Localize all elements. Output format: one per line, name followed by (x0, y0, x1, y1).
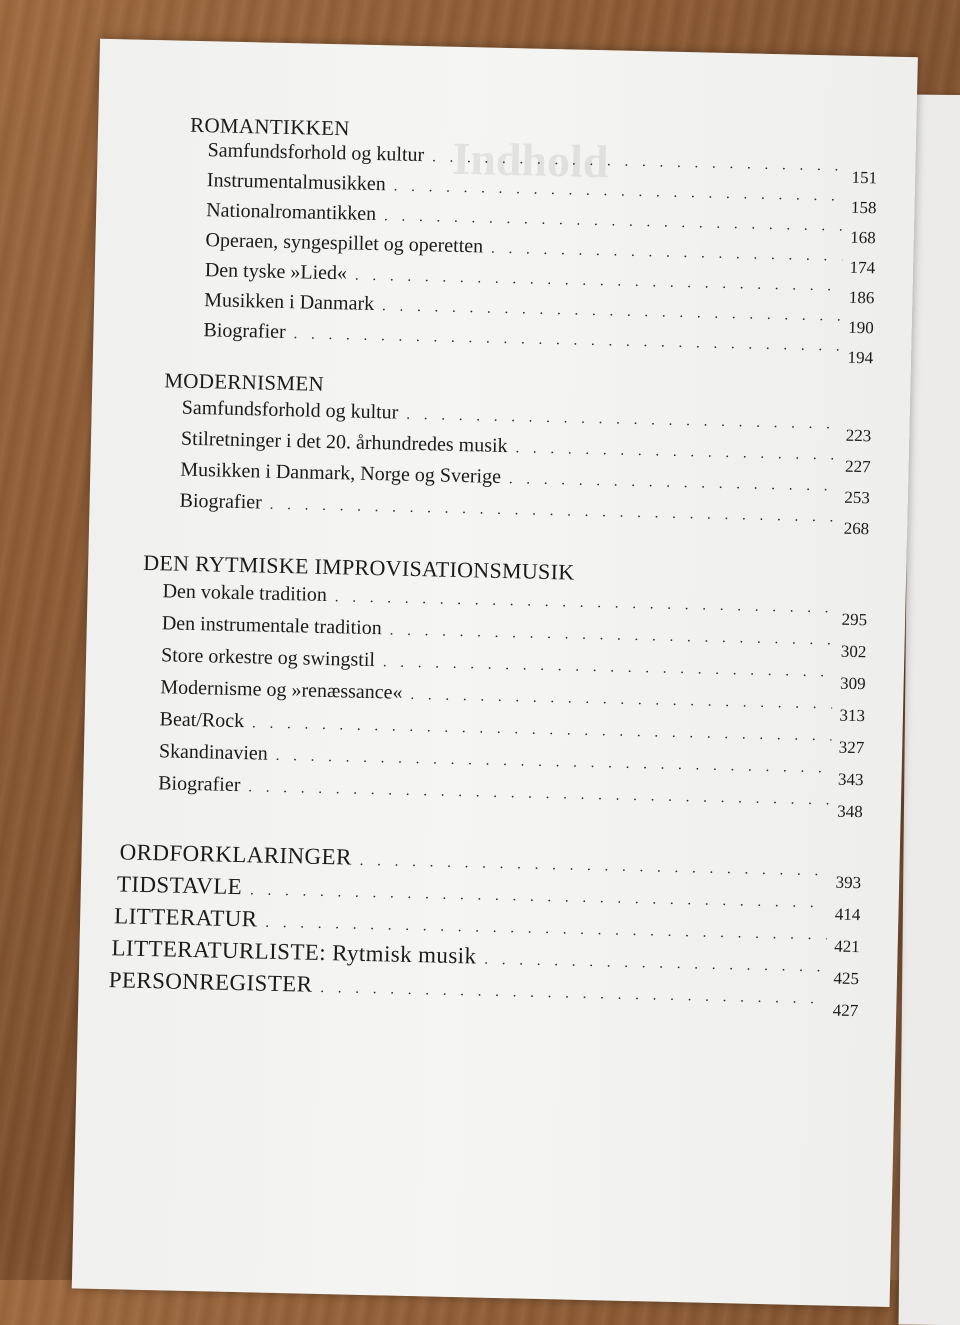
entry-page: 295 (841, 609, 868, 630)
toc-entry (179, 487, 871, 539)
dot-leader (360, 853, 829, 881)
dot-leader (515, 440, 837, 464)
entry-label: Modernisme og »renæssance« (160, 676, 403, 704)
entry-page: 227 (844, 456, 871, 477)
section-heading: MODERNISMEN (164, 368, 325, 396)
entry-page: 343 (837, 769, 864, 790)
entry-page: 393 (835, 872, 862, 893)
entry-label: Musikken i Danmark, Norge og Sverige (180, 458, 502, 488)
section-heading: ROMANTIKKEN (189, 112, 351, 141)
dot-leader (276, 748, 831, 778)
entry-label: Samfundsforhold og kultur (207, 139, 425, 167)
entry-page: 186 (848, 287, 875, 308)
entry-label: Store orkestre og swingstil (160, 644, 376, 672)
entry-label: Biografier (157, 772, 241, 797)
entry-label: Skandinavien (158, 740, 269, 765)
entry-label: Musikken i Danmark (203, 289, 375, 316)
dot-leader (252, 715, 831, 745)
entry-page: 253 (844, 487, 871, 508)
entry-page: 348 (837, 801, 863, 822)
entry-page: 190 (848, 317, 874, 338)
dot-leader (484, 952, 826, 977)
dot-leader (390, 622, 834, 649)
dot-leader (320, 980, 825, 1008)
dot-leader (293, 326, 840, 355)
book-page (72, 39, 918, 1307)
section-heading: DEN RYTMISKE IMPROVISATIONSMUSIK (142, 549, 575, 585)
entry-label: PERSONREGISTER (108, 967, 313, 997)
entry-label: Stilretninger i det 20. århundredes musik (180, 427, 508, 458)
entry-label: Nationalromantikken (205, 199, 377, 226)
dot-leader (509, 471, 837, 495)
entry-label: LITTERATUR (113, 903, 258, 932)
entry-label: Biografier (179, 489, 263, 514)
dot-leader (335, 589, 834, 617)
entry-label: LITTERATURLISTE: Rytmisk musik (111, 935, 477, 969)
dot-leader (410, 687, 832, 714)
entry-label: Instrumentalmusikken (206, 169, 386, 196)
entry-page: 158 (850, 197, 877, 218)
entry-page: 427 (832, 1000, 859, 1021)
entry-label: TIDSTAVLE (116, 871, 243, 900)
dot-leader (384, 208, 843, 235)
entry-page: 223 (845, 425, 872, 446)
entry-label: Den tyske »Lied« (204, 259, 348, 285)
entry-page: 425 (833, 968, 860, 989)
entry-label: Samfundsforhold og kultur (181, 396, 399, 424)
entry-label: Den vokale tradition (162, 580, 328, 607)
entry-page: 174 (849, 257, 876, 278)
entry-label: Operaen, syngespillet og operetten (205, 229, 484, 258)
entry-label: ORDFORKLARINGER (119, 839, 353, 870)
entry-page: 168 (850, 227, 877, 248)
dot-leader (491, 241, 842, 266)
dot-leader (248, 779, 830, 809)
entry-page: 151 (851, 167, 878, 188)
dot-leader (355, 268, 842, 296)
entry-page: 309 (839, 673, 866, 694)
dot-leader (270, 497, 837, 527)
entry-page: 421 (833, 936, 860, 957)
dot-leader (406, 407, 838, 434)
entry-page: 327 (838, 737, 865, 758)
entry-label: Biografier (203, 319, 286, 344)
toc-entry (157, 769, 864, 822)
dot-leader (393, 178, 843, 205)
bleed-through-text: Indhold (451, 132, 610, 188)
entry-label: Den instrumentale tradition (161, 612, 383, 640)
dot-leader (382, 298, 841, 325)
entry-page: 194 (847, 347, 874, 368)
entry-label: Beat/Rock (159, 708, 245, 733)
entry-page: 414 (834, 904, 861, 925)
entry-page: 268 (843, 518, 870, 539)
entry-page: 313 (839, 705, 866, 726)
entry-page: 302 (840, 641, 867, 662)
dot-leader (383, 654, 833, 681)
